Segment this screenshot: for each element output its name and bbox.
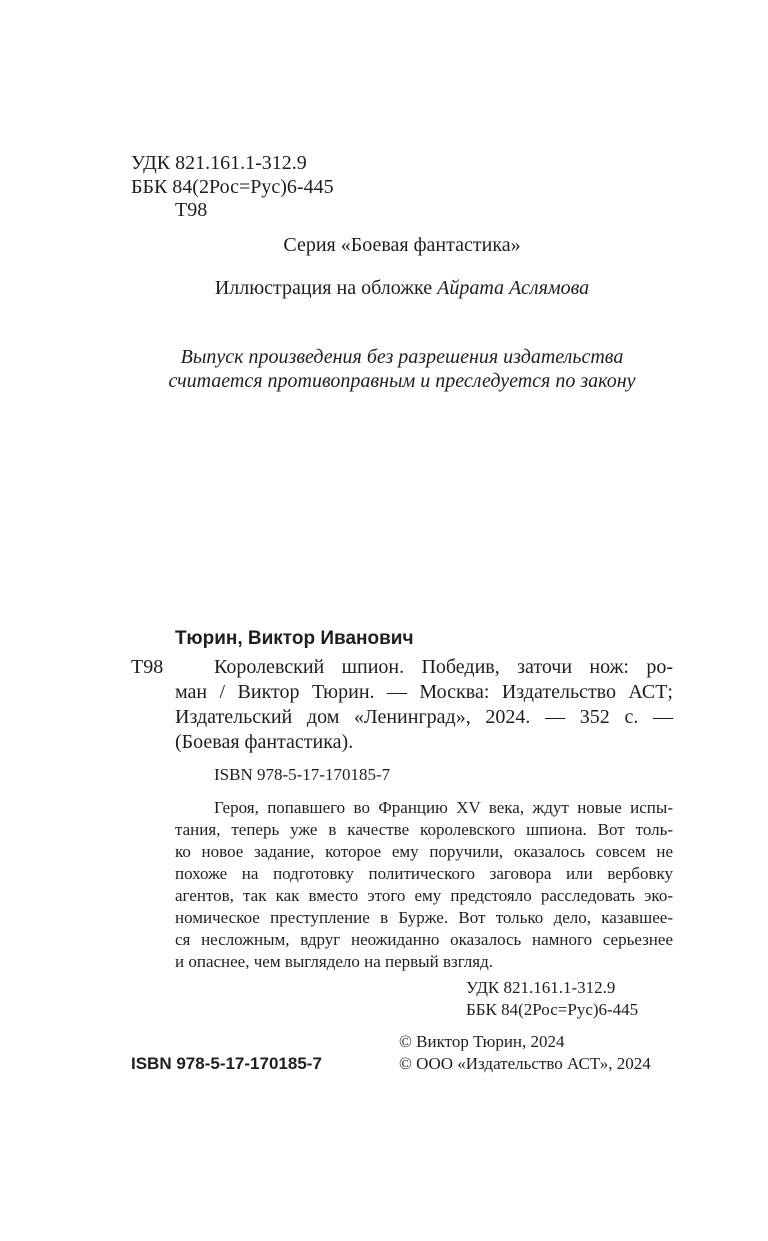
annotation-line: тания, теперь уже в качестве королевского шпиона. Вот толь-	[175, 820, 673, 839]
warning-line-2: считается противоправным и преследуется по закону	[168, 370, 636, 392]
series-line: Серия «Боевая фантастика»	[283, 234, 521, 256]
udk-footer: УДК 821.161.1-312.9	[466, 978, 616, 997]
catalog-description-line: Королевский шпион. Победив, заточи нож: ро-	[214, 656, 673, 678]
catalog-mark: Т98	[131, 656, 164, 678]
annotation-line: похоже на подготовку политического заговора или вербовку	[175, 864, 673, 883]
copyright-author: © Виктор Тюрин, 2024	[399, 1032, 565, 1051]
isbn-bold: ISBN 978-5-17-170185-7	[131, 1054, 322, 1073]
annotation-line: и опаснее, чем выглядело на первый взгляд.	[175, 952, 494, 971]
warning-line-1: Выпуск произведения без разрешения издательства	[180, 346, 624, 368]
catalog-description-line: (Боевая фантастика).	[175, 731, 354, 753]
illustration-artist: Айрата Аслямова	[437, 277, 590, 299]
author-mark-header: Т98	[175, 199, 208, 221]
annotation-line: ся несложным, вдруг неожиданно оказалось намного серьезнее	[175, 930, 673, 949]
bbk-footer: ББК 84(2Рос=Рус)6-445	[466, 1000, 639, 1019]
annotation-line: ко новое задание, которое ему поручили, оказалось совсем не	[175, 842, 673, 861]
catalog-author: Тюрин, Виктор Иванович	[175, 628, 414, 649]
catalog-description-line: Издательский дом «Ленинград», 2024. — 352 с. —	[175, 706, 673, 728]
illustration-prefix: Иллюстрация на обложке	[214, 277, 438, 299]
catalog-isbn: ISBN 978-5-17-170185-7	[214, 765, 391, 784]
udk-header: УДК 821.161.1-312.9	[131, 152, 307, 174]
annotation-line: номическое преступление в Бурже. Вот только дело, казавшее-	[175, 908, 673, 927]
illustration-credit	[131, 276, 673, 300]
annotation-line: агентов, так как вместо этого ему предстояло расследовать эко-	[175, 886, 673, 905]
bbk-header: ББК 84(2Рос=Рус)6-445	[131, 176, 334, 198]
catalog-description-line: ман / Виктор Тюрин. — Москва: Издательство АСТ;	[175, 681, 673, 703]
copyright-publisher: © ООО «Издательство АСТ», 2024	[399, 1054, 651, 1073]
annotation-line: Героя, попавшего во Францию XV века, ждут новые испы-	[214, 798, 673, 817]
